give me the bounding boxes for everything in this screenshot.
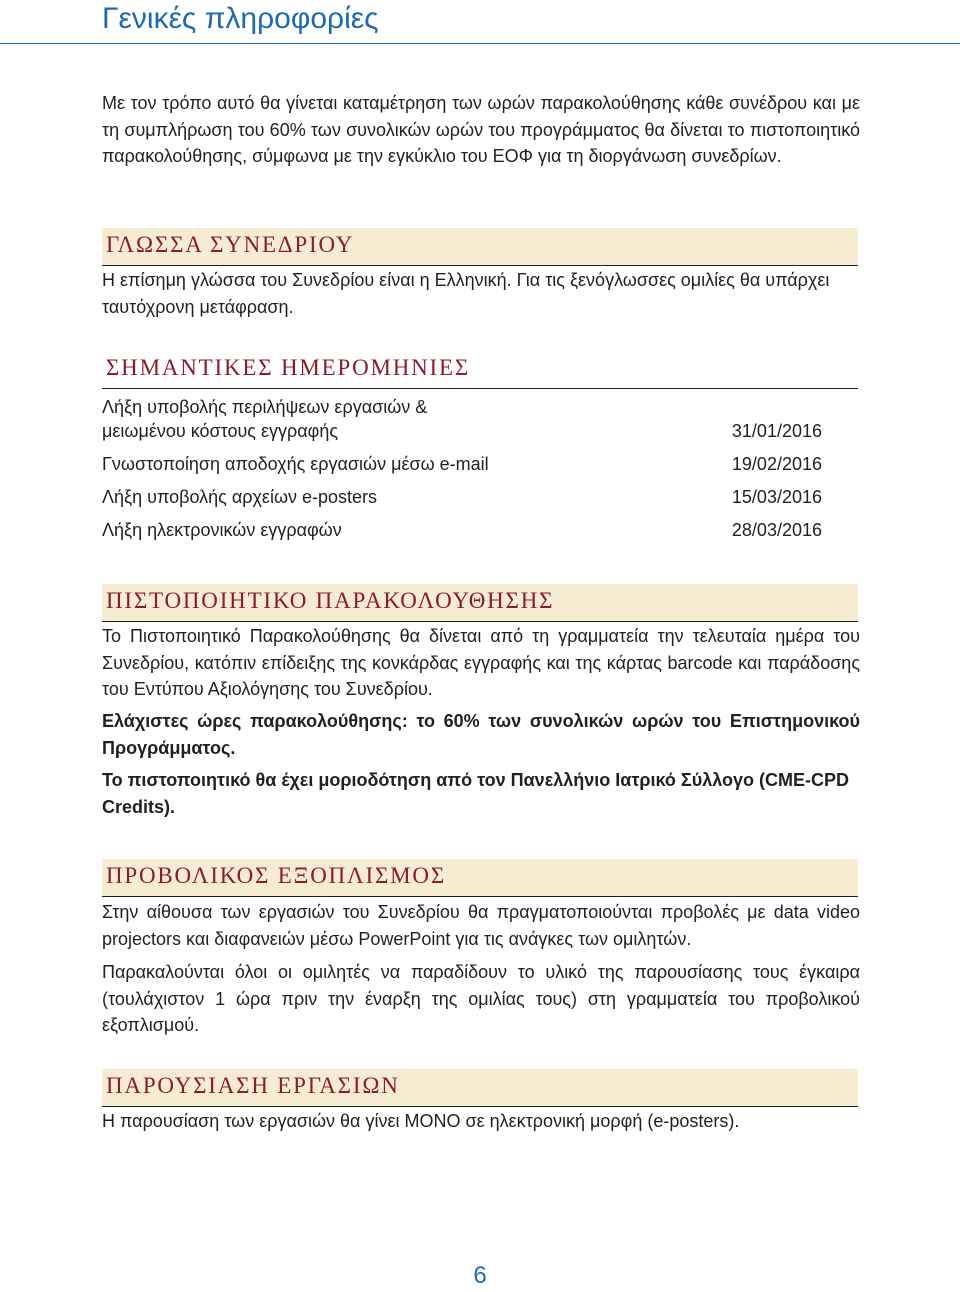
section-heading-dates xyxy=(102,351,858,389)
language-paragraph: Η επίσημη γλώσσα του Συνεδρίου είναι η Ελληνική. Για τις ξενόγλωσσες ομιλίες θα υπάρχει ταυτόχρονη μετάφραση. xyxy=(102,270,830,317)
certificate-paragraph: Το Πιστοποιητικό Παρακολούθησης θα δίνεται από τη γραμματεία την τελευταία ημέρα του Συνεδρίου, κατόπιν επίδειξης της κονκάρδας εγγραφής και της κάρτας barcode και παράδοσης του Εντύπου Αξιολόγησης του Συνεδρίου. xyxy=(102,626,860,699)
title-divider xyxy=(0,43,960,44)
date-row-registrations xyxy=(102,517,822,545)
section-heading-certificate xyxy=(102,584,858,622)
date-value: 15/03/2016 xyxy=(731,487,822,507)
intro-paragraph: Με τον τρόπο αυτό θα γίνεται καταμέτρηση των ωρών παρακολούθησης κάθε συνέδρου και με τη συμπλήρωση του 60% των συνολικών ωρών του προγράμματος θα δίνεται το πιστοποιητικό παρακολούθησης, σύμφωνα με την εγκύκλιο του ΕΟΦ για τη διοργάνωση συνεδρίων. xyxy=(102,93,860,166)
date-row-label: Λήξη ηλεκτρονικών εγγραφών xyxy=(102,520,342,540)
page-title: Γενικές πληροφορίες xyxy=(102,2,379,35)
date-row-label-line2: μειωμένου κόστους εγγραφής xyxy=(102,421,339,441)
certificate-credits: Το πιστοποιητικό θα έχει μοριοδότηση από τον Πανελλήνιο Ιατρικό Σύλλογο (CME-CPD Credits). xyxy=(102,770,849,817)
date-row-abstracts xyxy=(102,397,822,446)
date-row-acceptance xyxy=(102,451,822,479)
section-heading-presentation xyxy=(102,1069,858,1107)
projection-paragraph-2: Παρακαλούνται όλοι οι ομιλητές να παραδίδουν το υλικό της παρουσίασης τους έγκαιρα (τουλάχιστον 1 ώρα πριν την έναρξη της ομιλίας τους) στη γραμματεία του προβολικού εξοπλισμού. xyxy=(102,962,860,1035)
certificate-min-hours: Ελάχιστες ώρες παρακολούθησης: το 60% των συνολικών ωρών του Επιστημονικού Προγράμματος. xyxy=(102,711,860,758)
date-value: 31/01/2016 xyxy=(731,421,822,441)
projection-paragraph-1: Στην αίθουσα των εργασιών του Συνεδρίου θα πραγματοποιούνται προβολές με data video projectors και διαφανειών μέσω PowerPoint για τις ανάγκες των ομιλητών. xyxy=(102,902,860,949)
section-heading-projection-text: ΠΡΟΒΟΛΙΚΟΣ ΕΞΟΠΛΙΣΜΟΣ xyxy=(106,863,447,888)
section-heading-presentation-text: ΠΑΡΟΥΣΙΑΣΗ ΕΡΓΑΣΙΩΝ xyxy=(106,1073,400,1098)
section-heading-projection xyxy=(102,859,858,897)
date-row-eposters xyxy=(102,484,822,512)
date-row-label: Γνωστοποίηση αποδοχής εργασιών μέσω e-mail xyxy=(102,454,489,474)
section-heading-certificate-text: ΠΙΣΤΟΠΟΙΗΤΙΚΟ ΠΑΡΑΚΟΛΟΥΘΗΣΗΣ xyxy=(106,588,555,613)
date-row-label-line1: Λήξη υποβολής περιλήψεων εργασιών & xyxy=(102,397,428,417)
date-row-label: Λήξη υποβολής αρχείων e-posters xyxy=(102,487,378,507)
page-number: 6 xyxy=(473,1262,487,1289)
section-heading-dates-text: ΣΗΜΑΝΤΙΚΕΣ ΗΜΕΡΟΜΗΝΙΕΣ xyxy=(106,355,471,380)
section-heading-language xyxy=(102,228,858,266)
section-heading-language-text: ΓΛΩΣΣΑ ΣΥΝΕΔΡΙΟΥ xyxy=(106,232,355,257)
presentation-paragraph: Η παρουσίαση των εργασιών θα γίνει ΜΟΝΟ σε ηλεκτρονική μορφή (e-posters). xyxy=(102,1111,740,1131)
date-value: 19/02/2016 xyxy=(731,454,822,474)
date-value: 28/03/2016 xyxy=(731,520,822,540)
